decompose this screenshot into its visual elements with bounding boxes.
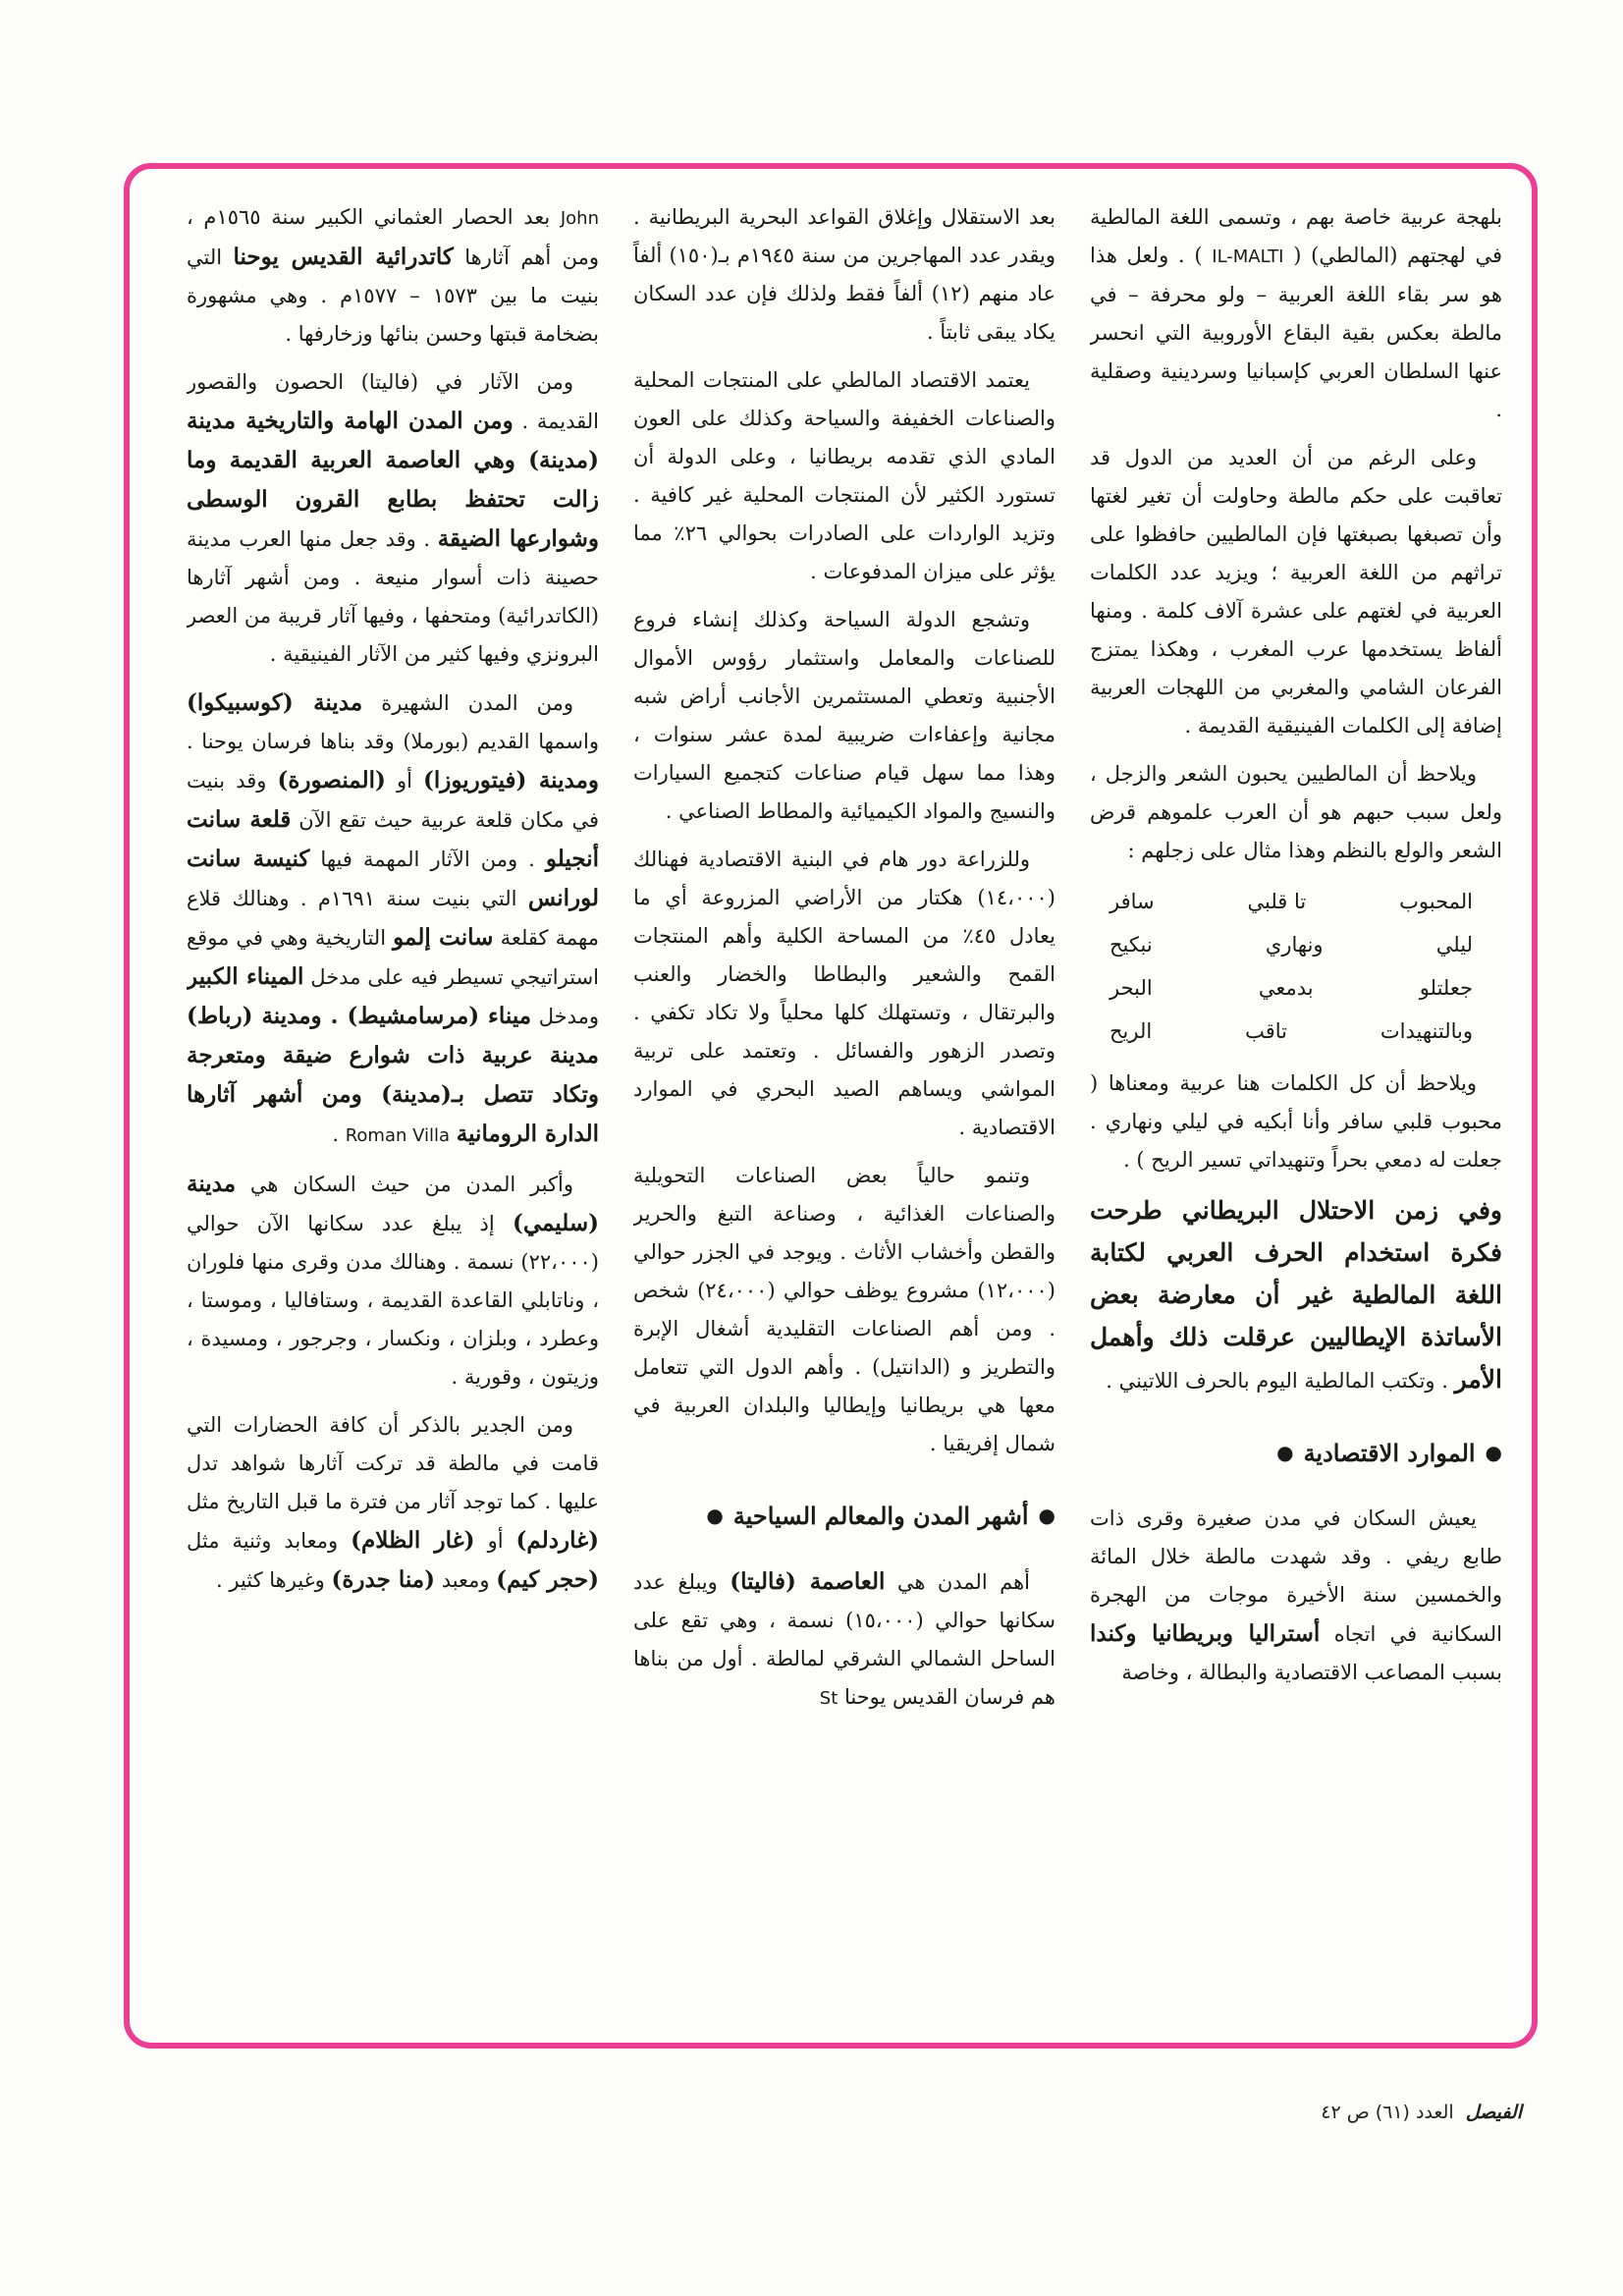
paragraph: وتشجع الدولة السياحة وكذلك إنشاء فروع للصناعات والمعامل واستثمار رؤوس الأموال الأجنبية وتعطي المستثمرين الأجانب أراض شبه مجانية وإعفاءات ضريبية لمدة عشر سنوات ، وهذا مما سهل قيام صناعات كتجميع السيارات والنسيج والمواد الكيميائية والمطاط الصناعي . bbox=[633, 608, 1055, 823]
paragraph: بعد الاستقلال وإغلاق القواعد البحرية البريطانية . ويقدر عدد المهاجرين من سنة ١٩٤٥م بـ(١٥٠) ألفاً عاد منهم (١٢) ألفاً فقط ولذلك فإن عدد السكان يكاد يبقى ثابتاً . bbox=[633, 205, 1055, 344]
paragraph: يعتمد الاقتصاد المالطي على المنتجات المحلية والصناعات الخفيفة والسياحة وكذلك على العون المادي الذي تقدمه بريطانيا ، وعلى الدولة أن تستورد الكثير لأن المنتجات المحلية غير كافية . وتزيد الواردات على الصادرات بحوالي ٢٦٪ مما يؤثر على ميزان المدفوعات . bbox=[633, 368, 1055, 583]
poem-verse: جعلتلو بدمعي البحر bbox=[1109, 976, 1473, 1000]
highlight-paragraph: وفي زمن الاحتلال البريطاني طرحت فكرة استخدام الحرف العربي لكتابة اللغة المالطية غير أن معارضة بعض الأساتذة الإيطاليين عرقلت ذلك وأهمل الأمر . وتكتب المالطية اليوم بالحرف اللاتيني . bbox=[1090, 1196, 1502, 1394]
page-footer bbox=[1227, 2102, 1522, 2123]
bullet-icon: ● bbox=[1276, 1441, 1294, 1464]
paragraph: ومن الآثار في (فاليتا) الحصون والقصور القديمة . ومن المدن الهامة والتاريخية مدينة (مدينة) وهي العاصمة العربية القديمة وما زالت تحتفظ بطابع القرون الوسطى وشوارعها الضيقة . وقد جعل منها العرب مدينة حصينة ذات أسوار منيعة . ومن أشهر آثارها (الكاتدرائية) ومتحفها ، وفيها آثار قريبة من العصر البرونزي وفيها كثير من الآثار الفينيقية . bbox=[187, 370, 599, 666]
paragraph: بلهجة عربية خاصة بهم ، وتسمى اللغة المالطية في لهجتهم (المالطي) ( IL-MALTI ) . ولعل هذا هو سر بقاء اللغة العربية – ولو محرفة – في مالطة بعكس بقية البقاع الأوروبية التي انحسر عنها السلطان العربي كإسبانيا وسردينية وصقلية . bbox=[1090, 205, 1502, 421]
paragraph: ومن الجدير بالذكر أن كافة الحضارات التي قامت في مالطة قد تركت آثارها شواهد تدل عليها . كما توجد آثار من فترة ما قبل التاريخ مثل (غاردلم) أو (غار الظلام) ومعابد وثنية مثل (حجر كيم) ومعبد (منا جدرة) وغيرها كثير . bbox=[187, 1413, 599, 1593]
paragraph: وتنمو حالياً بعض الصناعات التحويلية والصناعات الغذائية ، وصناعة التبغ والحرير والقطن وأخشاب الأثاث . ويوجد في الجزر حوالي (١٢،٠٠٠) مشروع يوظف حوالي (٢٤،٠٠٠) شخص . ومن أهم الصناعات التقليدية أشغال الإبرة والتطريز و (الدانتيل) . وأهم الدول التي تتعامل معها هي بريطانيا وإيطاليا والبلدان العربية في شمال إفريقيا . bbox=[633, 1164, 1055, 1455]
section-heading-cities: ● أشهر المدن والمعالم السياحية ● bbox=[633, 1497, 1055, 1535]
bullet-icon: ● bbox=[706, 1503, 724, 1527]
column-middle bbox=[633, 198, 1055, 2023]
section-heading-economy: ● الموارد الاقتصادية ● bbox=[1090, 1434, 1502, 1472]
paragraph: John بعد الحصار العثماني الكبير سنة ١٥٦٥م ، ومن أهم آثارها كاتدرائية القديس يوحنا التي بنيت ما بين ١٥٧٣ – ١٥٧٧م . وهي مشهورة بضخامة قبتها وحسن بنائها وزخارفها . bbox=[187, 205, 599, 346]
paragraph: ويلاحظ أن كل الكلمات هنا عربية ومعناها ( محبوب قلبي سافر وأنا أبكيه في ليلي ونهاري . جعلت له دمعي بحراً وتنهيداتي تسير الريح ) . bbox=[1090, 1071, 1502, 1172]
bullet-icon: ● bbox=[1038, 1503, 1055, 1527]
paragraph: يعيش السكان في مدن صغيرة وقرى ذات طابع ريفي . وقد شهدت مالطة خلال المائة والخمسين سنة الأخيرة موجات من الهجرة السكانية في اتجاه أستراليا وبريطانيا وكندا بسبب المصاعب الاقتصادية والبطالة ، وخاصة bbox=[1090, 1506, 1502, 1684]
poem bbox=[1090, 880, 1502, 1053]
article-frame bbox=[124, 163, 1538, 2049]
paragraph: ومن المدن الشهيرة مدينة (كوسبيكوا) واسمها القديم (بورملا) وقد بناها فرسان يوحنا . ومدينة (فيتوريوزا) أو (المنصورة) وقد بنيت في مكان قلعة عربية حيث تقع الآن قلعة سانت أنجيلو . ومن الآثار المهمة فيها كنيسة سانت لورانس التي بنيت سنة ١٦٩١م . وهنالك قلاع مهمة كقلعة سانت إلمو التاريخية وهي في موقع استراتيجي تسيطر فيه على مدخل الميناء الكبير ومدخل ميناء (مرسامشيط) . ومدينة (رباط) مدينة عربية ذات شوارع ضيقة ومتعرجة وتكاد تتصل بـ(مدينة) ومن أشهر آثارها الدارة الرومانية Roman Villa . bbox=[187, 689, 599, 1147]
poem-verse: ليلي ونهاري نبكيح bbox=[1109, 933, 1473, 957]
magazine-logo: الفيصل bbox=[1465, 2102, 1522, 2123]
poem-verse: وبالتنهيدات تاقب الريح bbox=[1109, 1019, 1473, 1043]
paragraph: أهم المدن هي العاصمة (فاليتا) ويبلغ عدد سكانها حوالي (١٥،٠٠٠) نسمة ، وهي تقع على الساحل الشمالي الشرقي لمالطة . أول من بناها هم فرسان القديس يوحنا St bbox=[633, 1568, 1055, 1709]
issue-page-number: العدد (٦١) ص ٤٢ bbox=[1321, 2102, 1454, 2123]
paragraph: وأكبر المدن من حيث السكان هي مدينة (سليمي) إذ يبلغ عدد سكانها الآن حوالي (٢٢،٠٠٠) نسمة . وهنالك مدن وقرى منها فلوران ، وناتابلي القاعدة القديمة ، وستافاليا ، وموستا ، وعطرد ، وبلزان ، ونكسار ، وجرجور ، ومسيدة ، وزيتون ، وقورية . bbox=[187, 1171, 599, 1389]
paragraph: ويلاحظ أن المالطيين يحبون الشعر والزجل ، ولعل سبب حبهم هو أن العرب علموهم قرض الشعر والولع بالنظم وهذا مثال على زجلهم : bbox=[1090, 762, 1502, 862]
poem-verse: المحبوب تا قلبي سافر bbox=[1109, 890, 1473, 913]
column-left bbox=[187, 198, 599, 2023]
column-right bbox=[1090, 198, 1502, 2023]
bullet-icon: ● bbox=[1485, 1441, 1502, 1464]
paragraph: وللزراعة دور هام في البنية الاقتصادية فهنالك (١٤،٠٠٠) هكتار من الأراضي المزروعة أي ما يعادل ٤٥٪ من المساحة الكلية وأهم المنتجات القمح والشعير والبطاطا والخضار والعنب والبرتقال ، وتستهلك كلها محلياً ولا تكاد تكفي . وتصدر الزهور والفسائل . وتعتمد على تربية المواشي ويساهم الصيد البحري في الموارد الاقتصادية . bbox=[633, 847, 1055, 1139]
paragraph: وعلى الرغم من أن العديد من الدول قد تعاقبت على حكم مالطة وحاولت أن تغير لغتها وأن تصبغها بصبغتها فإن المالطيين حافظوا على تراثهم من اللغة العربية ؛ ويزيد عدد الكلمات العربية في لغتهم على عشرة آلاف كلمة . ومنها ألفاظ يستخدمها عرب المغرب ، وهكذا يمتزج الفرعان الشامي والمغربي من اللهجات العربية إضافة إلى الكلمات الفينيقية القديمة . bbox=[1090, 446, 1502, 738]
